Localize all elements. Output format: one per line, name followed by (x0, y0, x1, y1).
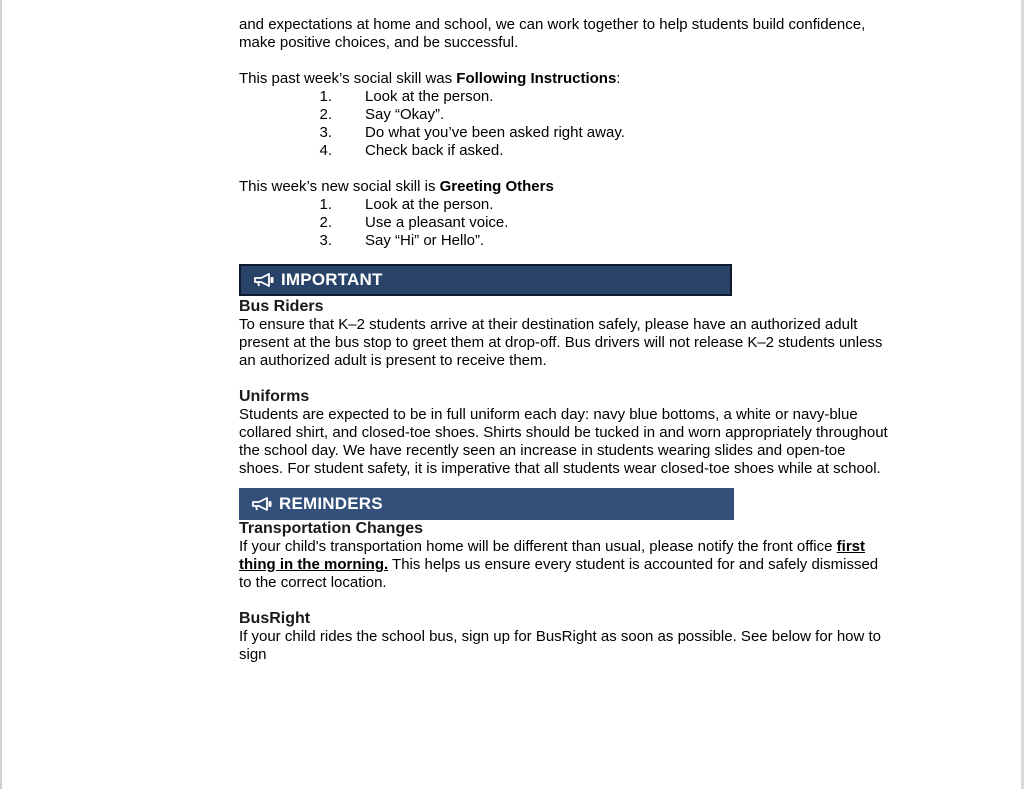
past-skill-prefix: This past week’s social skill was (239, 70, 457, 87)
transportation-title: Transportation Changes (239, 520, 424, 537)
uniforms-line: Students are expected to be in full uniform each day: navy blue bottoms, a white or navy-blue (239, 406, 858, 423)
new-skill-heading (239, 178, 919, 196)
step-number: 2. (319, 214, 332, 231)
step-text: Look at the person. (365, 88, 494, 105)
reminders-banner-label: REMINDERS (279, 494, 383, 513)
uniforms-title: Uniforms (239, 388, 310, 405)
step-text: Say “Okay”. (365, 106, 445, 123)
transportation-line-2 (239, 556, 919, 574)
list-item (239, 232, 919, 250)
step-number: 3. (319, 232, 332, 249)
list-item (239, 142, 919, 160)
intro-line-2: make positive choices, and be successful. (239, 34, 519, 51)
past-skill-steps (239, 88, 919, 160)
busright-line-2: sign (239, 646, 267, 663)
transportation-line-3: to the correct location. (239, 574, 387, 591)
new-skill-prefix: This week’s new social skill is (239, 178, 440, 195)
reminders-banner (239, 488, 734, 520)
step-number: 4. (319, 142, 332, 159)
important-banner-label: IMPORTANT (281, 270, 383, 289)
list-item (239, 196, 919, 214)
megaphone-icon (251, 497, 273, 511)
past-skill-suffix: : (616, 70, 621, 87)
list-item (239, 214, 919, 232)
busright-line-1: If your child rides the school bus, sign up for BusRight as soon as possible. See below for how to (239, 628, 882, 645)
step-text: Look at the person. (365, 196, 494, 213)
newsletter-page (239, 16, 919, 664)
intro-line-1: and expectations at home and school, we can work together to help students build confidence, (239, 16, 866, 33)
bus-riders-paragraph (239, 316, 919, 370)
past-skill-heading (239, 70, 919, 88)
list-item (239, 124, 919, 142)
step-number: 1. (319, 88, 332, 105)
step-text: Use a pleasant voice. (365, 214, 509, 231)
new-skill-steps (239, 196, 919, 250)
step-text: Do what you’ve been asked right away. (365, 124, 625, 141)
uniforms-line: shoes. For student safety, it is imperative that all students wear closed-toe shoes while at school. (239, 460, 881, 477)
megaphone-icon (253, 273, 275, 287)
transportation-text: This helps us ensure every student is accounted for and safely dismissed (388, 556, 879, 573)
important-banner (239, 264, 732, 296)
uniforms-line: the school day. We have recently seen an increase in students wearing slides and open-toe (239, 442, 846, 459)
step-number: 3. (319, 124, 332, 141)
transportation-emphasis: first (836, 538, 865, 555)
busright-paragraph (239, 628, 919, 664)
bus-riders-line: an authorized adult is present to receive them. (239, 352, 547, 369)
uniforms-paragraph (239, 406, 919, 478)
viewer-left-border (0, 0, 2, 789)
uniforms-line: collared shirt, and closed-toe shoes. Shirts should be tucked in and worn appropriately throughout (239, 424, 888, 441)
step-text: Check back if asked. (365, 142, 504, 159)
transportation-emphasis: thing in the morning. (239, 556, 389, 573)
step-text: Say “Hi” or Hello”. (365, 232, 485, 249)
step-number: 1. (319, 196, 332, 213)
new-skill-name: Greeting Others (439, 178, 554, 195)
transportation-paragraph (239, 538, 919, 592)
transportation-text: If your child's transportation home will be different than usual, please notify the front office (239, 538, 837, 555)
step-number: 2. (319, 106, 332, 123)
list-item (239, 88, 919, 106)
transportation-line-1 (239, 538, 919, 556)
busright-title: BusRight (239, 610, 311, 627)
bus-riders-title: Bus Riders (239, 298, 324, 315)
bus-riders-line: present at the bus stop to greet them at drop-off. Bus drivers will not release K–2 students unless (239, 334, 883, 351)
intro-paragraph (239, 16, 919, 52)
past-skill-name: Following Instructions (456, 70, 617, 87)
bus-riders-line: To ensure that K–2 students arrive at their destination safely, please have an authorized adult (239, 316, 858, 333)
list-item (239, 106, 919, 124)
